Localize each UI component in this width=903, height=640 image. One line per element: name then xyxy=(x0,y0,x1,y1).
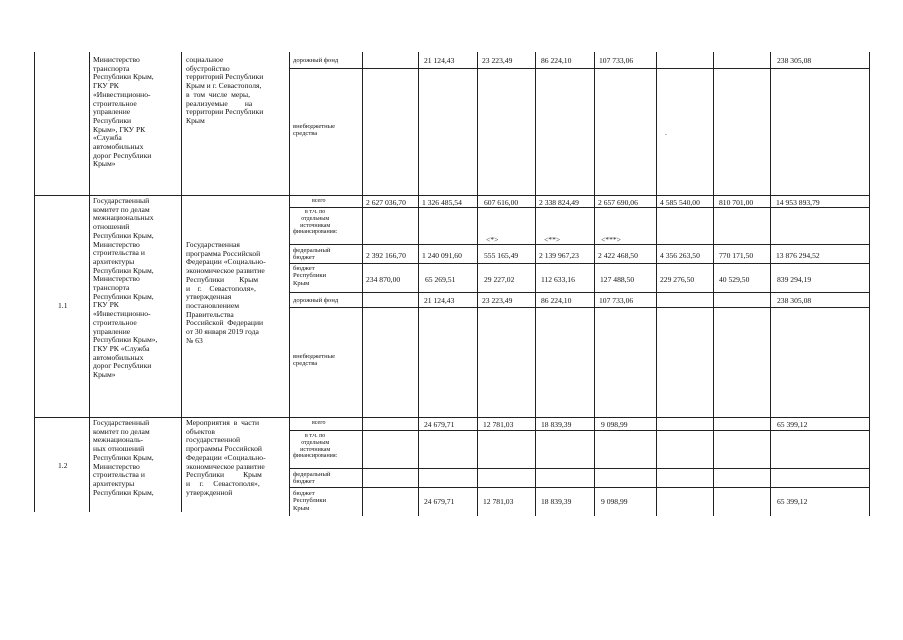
value-cell: 607 616,00 xyxy=(484,198,519,207)
footnote-marker: <**> xyxy=(544,235,561,244)
grid-line xyxy=(181,52,182,512)
grid-line xyxy=(89,52,90,512)
footnote-marker: <*> xyxy=(486,235,499,244)
source-label: всего xyxy=(312,420,326,426)
value-cell: 12 781,03 xyxy=(483,497,514,506)
value-cell: 112 633,16 xyxy=(541,275,575,284)
value-cell: 1 240 091,60 xyxy=(422,251,462,260)
dot-mark: . xyxy=(665,128,667,137)
grid-line xyxy=(535,52,536,516)
source-label: федеральный бюджет xyxy=(293,247,331,262)
value-cell: 12 781,03 xyxy=(483,420,514,429)
grid-line xyxy=(34,195,870,196)
grid-line xyxy=(713,52,714,516)
grid-line xyxy=(594,52,595,516)
value-cell: 86 224,10 xyxy=(541,56,572,65)
grid-line xyxy=(289,487,870,488)
grid-line xyxy=(289,263,870,264)
value-cell: 21 124,43 xyxy=(424,56,455,65)
value-cell: 234 870,00 xyxy=(366,275,401,284)
grid-line xyxy=(289,430,870,431)
grid-line xyxy=(656,52,657,516)
value-cell: 2 422 468,50 xyxy=(598,251,638,260)
value-cell: 23 223,49 xyxy=(482,296,513,305)
source-label: в т.ч. по отдельным источникам финансирования: xyxy=(293,433,338,460)
value-cell: 810 701,00 xyxy=(719,198,754,207)
value-cell: 9 098,99 xyxy=(601,420,628,429)
grid-line xyxy=(289,207,870,208)
value-cell: 2 392 166,70 xyxy=(366,251,406,260)
value-cell: 4 356 263,50 xyxy=(660,251,700,260)
value-cell: 21 124,43 xyxy=(424,296,455,305)
value-cell: 40 529,50 xyxy=(719,275,750,284)
grid-line xyxy=(34,417,870,418)
value-cell: 65 399,12 xyxy=(777,497,808,506)
value-cell: 29 227,02 xyxy=(484,275,515,284)
grid-line xyxy=(289,292,870,293)
source-label: федеральный бюджет xyxy=(293,471,331,486)
value-cell: 770 171,50 xyxy=(719,251,754,260)
source-label: бюджет Республики Крым xyxy=(293,265,327,287)
value-cell: 2 338 824,49 xyxy=(539,198,579,207)
value-cell: 24 679,71 xyxy=(424,497,455,506)
footnote-marker: <***> xyxy=(601,235,621,244)
organizations-cell: Министерство транспорта Республики Крым, ГКУ РК «Инвестиционно- строительное управление Республики Крым», ГКУ РК «Служба автомобильных дорог Республики Крым» xyxy=(93,55,154,169)
value-cell: 24 679,71 xyxy=(424,420,455,429)
value-cell: 107 733,06 xyxy=(599,296,634,305)
grid-line xyxy=(289,244,870,245)
source-label: дорожный фонд xyxy=(293,297,339,304)
value-cell: 4 585 540,00 xyxy=(660,198,700,207)
program-cell: социальное обустройство территорий Республики Крым и г. Севастополя, в том числе меры, реализуемые на территории Республики Крым xyxy=(186,55,264,125)
source-label: внебюджетные средства xyxy=(293,353,336,368)
grid-line xyxy=(289,68,870,69)
source-label: дорожный фонд xyxy=(293,57,339,64)
value-cell: 23 223,49 xyxy=(482,56,513,65)
grid-line xyxy=(289,307,870,308)
value-cell: 18 839,39 xyxy=(541,497,572,506)
value-cell: 86 224,10 xyxy=(541,296,572,305)
value-cell: 229 276,50 xyxy=(660,275,695,284)
grid-line xyxy=(869,52,870,516)
value-cell: 238 305,08 xyxy=(777,296,812,305)
row-number: 1.2 xyxy=(58,461,68,470)
value-cell: 238 305,08 xyxy=(777,56,812,65)
grid-line xyxy=(770,52,771,516)
value-cell: 839 294,19 xyxy=(777,275,812,284)
value-cell: 555 165,49 xyxy=(484,251,519,260)
source-label: в т.ч. по отдельным источникам финансирования: xyxy=(293,209,338,236)
value-cell: 107 733,06 xyxy=(599,56,634,65)
grid-line xyxy=(34,52,35,512)
row-number: 1.1 xyxy=(58,301,68,310)
organizations-cell: Государственный комитет по делам межнациональных отношений Республики Крым, Министерство строительства и архитектуры Республики Крым, Министерство транспорта Республики Крым, ГКУ РК «Инвестиционно- строительное управление Республики Крым», ГКУ РК «Служба автомобильных дорог Республики Крым» xyxy=(93,196,158,380)
value-cell: 2 139 967,23 xyxy=(539,251,579,260)
program-cell: Мероприятия в части объектов государственной программы Российской Федерации «Социально- экономическое развитие Республики Крым и г. Севастополя», утвержденной xyxy=(186,418,266,497)
grid-line xyxy=(477,52,478,516)
grid-line xyxy=(362,52,363,516)
value-cell: 13 876 294,52 xyxy=(776,251,820,260)
value-cell: 2 657 690,06 xyxy=(598,198,638,207)
source-label: внебюджетные средства xyxy=(293,123,336,138)
value-cell: 65 399,12 xyxy=(777,420,808,429)
grid-line xyxy=(289,52,290,516)
grid-line xyxy=(418,52,419,516)
value-cell: 127 488,50 xyxy=(600,275,635,284)
source-label: всего xyxy=(312,198,326,204)
value-cell: 2 627 036,70 xyxy=(366,198,406,207)
grid-line xyxy=(289,468,870,469)
value-cell: 65 269,51 xyxy=(425,275,456,284)
organizations-cell: Государственный комитет по делам межнациональ- ных отношений Республики Крым, Министерство строительства и архитектуры Республики Крым, xyxy=(93,418,154,497)
value-cell: 18 839,39 xyxy=(541,420,572,429)
value-cell: 14 953 893,79 xyxy=(776,198,820,207)
source-label: бюджет Республики Крым xyxy=(293,490,327,512)
value-cell: 1 326 485,54 xyxy=(422,198,462,207)
value-cell: 9 098,99 xyxy=(601,497,628,506)
program-cell: Государственная программа Российской Федерации «Социально- экономическое развитие Республики Крым и г. Севастополя», утвержденная постановлением Правительства Российской Федерации от 30 января 2019 года № 63 xyxy=(186,240,266,345)
